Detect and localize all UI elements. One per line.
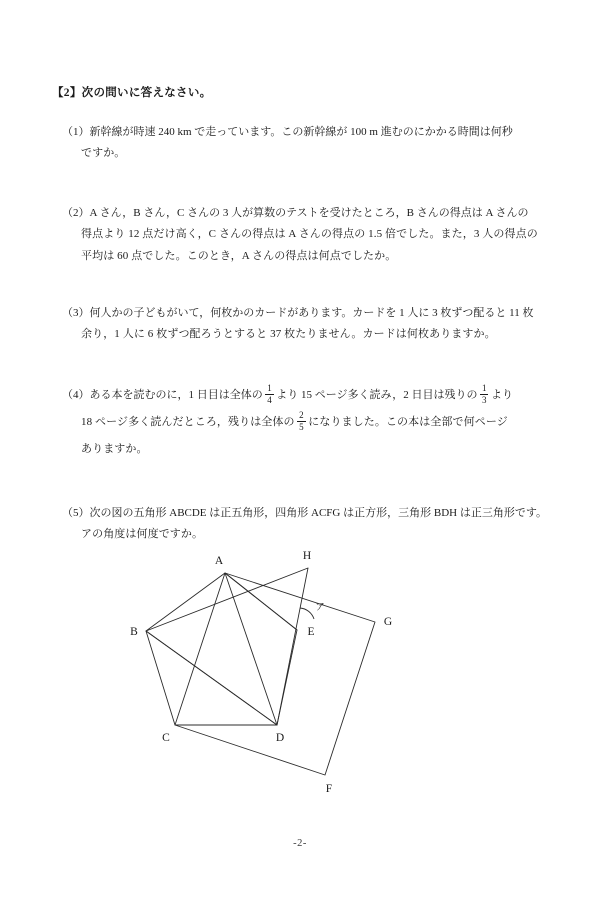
fraction-denominator: 3 (481, 394, 487, 405)
vertex-label-d: D (275, 732, 285, 744)
page-title: 【2】次の問いに答えなさい。 (52, 87, 212, 99)
question-4-text-2a: 18 ページ多く読んだところ，残りは全体の (81, 415, 295, 428)
question-1 (62, 122, 552, 165)
question-4 (62, 382, 552, 463)
angle-marker-a (300, 608, 314, 619)
vertex-label-h: H (302, 550, 312, 562)
angle-label-a: ア (315, 602, 325, 613)
vertex-label-f: F (325, 783, 333, 795)
question-4-line-1 (62, 382, 552, 409)
triangle-bdh (146, 568, 308, 725)
question-3-line-2: 余り，1 人に 6 枚ずつ配ろうとすると 37 枚たりません。カードは何枚ありますか。 (81, 328, 496, 341)
vertex-label-b: B (130, 626, 138, 638)
question-4-text-1c: より (490, 389, 513, 401)
question-5-line-1: （5）次の図の五角形 ABCDE は正五角形，四角形 ACFG は正方形，三角形 BDH は正三角形です。 (62, 507, 547, 519)
question-2-line-2: 得点より 12 点だけ高く，C さんの得点は A さんの得点の 1.5 倍でした。また，3 人の得点の (81, 228, 538, 241)
vertex-label-g: G (383, 616, 393, 628)
vertex-label-e: E (307, 626, 315, 638)
fraction-denominator: 5 (299, 421, 304, 432)
question-4-text-1a: （4）ある本を読むのに，1 日目は全体の (62, 389, 263, 401)
question-3 (62, 303, 552, 346)
fraction-one-third (480, 384, 489, 405)
fraction-numerator: 1 (267, 383, 272, 394)
question-4-line-3: ありますか。 (81, 442, 148, 455)
vertex-label-a: A (214, 555, 224, 567)
fraction-denominator: 4 (267, 394, 272, 405)
pentagon-diagonals (146, 573, 297, 725)
question-4-line-2 (62, 409, 552, 436)
question-4-text-1b: より 15 ページ多く読み，2 日目は残りの (276, 389, 478, 401)
question-5-line-2: アの角度は何度ですか。 (81, 528, 204, 541)
page-number: -2- (293, 838, 307, 849)
question-3-line-1: （3）何人かの子どもがいて，何枚かのカードがあります。カードを 1 人に 3 枚ずつ配ると 11 枚 (62, 307, 534, 319)
square-acfg (175, 573, 375, 775)
fraction-numerator: 2 (299, 410, 304, 421)
question-1-line-1: （1）新幹線が時速 240 km で走っています。この新幹線が 100 m 進むのにかかる時間は何秒 (62, 126, 513, 138)
pentagon-abcde (146, 573, 297, 725)
fraction-numerator: 1 (481, 383, 487, 394)
geometry-figure (118, 546, 418, 806)
fraction-two-fifths (297, 411, 306, 432)
question-2 (62, 203, 552, 267)
vertex-label-c: C (162, 732, 170, 744)
question-1-line-2: ですか。 (81, 147, 126, 160)
question-2-line-3: 平均は 60 点でした。このとき，A さんの得点は何点でしたか。 (81, 249, 397, 262)
fraction-one-quarter (265, 384, 274, 405)
question-4-text-2b: になりました。この本は全部で何ページ (308, 415, 508, 428)
question-2-line-1: （2）A さん，B さん，C さんの 3 人が算数のテストを受けたところ，B さんの得点は A さんの (62, 207, 529, 219)
question-5 (62, 503, 552, 546)
